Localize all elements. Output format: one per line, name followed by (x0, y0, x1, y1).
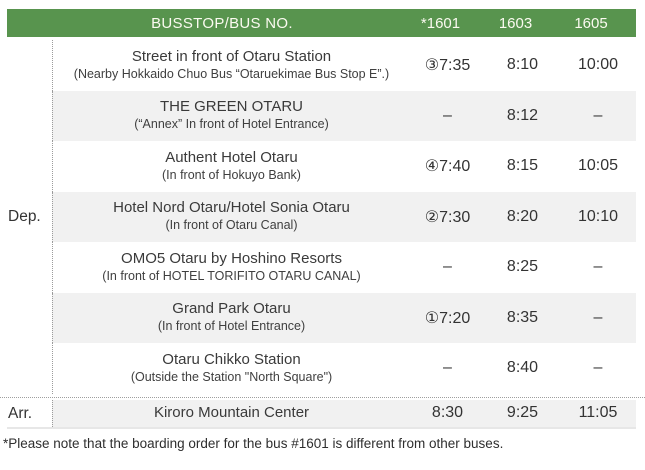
time-bus-1601: – (443, 359, 452, 377)
stop-name: OMO5 Otaru by Hoshino Resorts (121, 249, 342, 267)
table-row-otaru-chikko (7, 343, 636, 394)
arrival-separator-line (0, 397, 645, 398)
time-bus-1601: – (443, 258, 452, 276)
time-bus-1605: 10:10 (560, 192, 636, 243)
time-bus-1605: – (593, 359, 603, 377)
row-label-spacer (7, 293, 52, 344)
header-col-bus-1601: *1601 (420, 14, 461, 32)
row-label-spacer (7, 40, 52, 91)
time-bus-1601: ①7:20 (410, 293, 485, 344)
time-bus-1603: 8:10 (506, 56, 539, 74)
row-label-spacer (7, 242, 52, 293)
table-row-otaru-station (7, 40, 636, 91)
time-bus-1603: 9:25 (485, 400, 560, 427)
table-row-hotel-nord-sonia (7, 192, 636, 243)
stop-name: Hotel Nord Otaru/Hotel Sonia Otaru (113, 199, 350, 217)
time-bus-1601: 8:30 (410, 400, 485, 427)
stop-cell (52, 400, 410, 427)
stop-cell (52, 192, 410, 243)
table-row-green-otaru (7, 91, 636, 142)
stop-subtitle: (In front of Hotel Entrance) (157, 319, 306, 334)
table-row-omo5 (7, 242, 636, 293)
time-bus-1605: 10:05 (577, 157, 619, 175)
table-row-authent-hotel (7, 141, 636, 192)
stop-cell (52, 242, 410, 293)
stop-subtitle: (“Annex” In front of Hotel Entrance) (134, 117, 329, 132)
time-bus-1601: ②7:30 (410, 192, 485, 243)
departure-section (7, 40, 636, 394)
stop-cell (52, 343, 410, 394)
arr-label: Arr. (8, 405, 33, 422)
footnote-text: *Please note that the boarding order for the bus #1601 is different from other buses. (3, 435, 504, 451)
stop-subtitle: (In front of HOTEL TORIFITO OTARU CANAL) (102, 268, 361, 283)
table-row-grand-park (7, 293, 636, 344)
time-bus-1603: 8:12 (485, 91, 560, 142)
bus-timetable-page (0, 9, 645, 470)
row-label-spacer (7, 141, 52, 192)
table-header-row (7, 9, 636, 37)
stop-subtitle: (In front of Hokuyo Bank) (162, 167, 301, 182)
stop-subtitle: (In front of Otaru Canal) (165, 218, 298, 233)
stop-cell (52, 293, 410, 344)
header-col-bus-1603: 1603 (498, 14, 533, 32)
time-bus-1601: ③7:35 (424, 57, 471, 75)
stop-name: Kiroro Mountain Center (153, 404, 310, 421)
stop-name: Street in front of Otaru Station (131, 47, 332, 65)
stop-subtitle: (Nearby Hokkaido Chuo Bus “Otaruekimae Bus Stop E”.) (73, 66, 390, 81)
time-bus-1603: 8:40 (506, 359, 539, 377)
row-label-spacer (7, 91, 52, 142)
time-bus-1603: 8:20 (485, 192, 560, 243)
time-bus-1603: 8:35 (485, 293, 560, 344)
stop-name: THE GREEN OTARU (159, 98, 304, 116)
time-bus-1601: ④7:40 (424, 158, 471, 176)
time-bus-1605: 11:05 (560, 400, 636, 427)
stop-cell (52, 141, 410, 192)
stop-cell (52, 91, 410, 142)
timetable (7, 9, 636, 429)
time-bus-1605: – (560, 293, 636, 344)
time-bus-1605: 10:00 (577, 56, 619, 74)
time-bus-1605: – (560, 91, 636, 142)
header-busstop-title: BUSSTOP/BUS NO. (151, 14, 293, 32)
time-bus-1603: 8:25 (506, 258, 539, 276)
stop-name: Otaru Chikko Station (162, 350, 301, 368)
arrival-section (7, 400, 636, 429)
time-bus-1605: – (593, 258, 603, 276)
stop-name: Authent Hotel Otaru (165, 148, 298, 166)
header-col-bus-1605: 1605 (574, 14, 608, 32)
time-bus-1603: 8:15 (506, 157, 539, 175)
stop-subtitle: (Outside the Station "North Square") (130, 369, 333, 384)
stop-cell (52, 40, 410, 91)
stop-name: Grand Park Otaru (172, 300, 291, 318)
dep-label: Dep. (8, 207, 41, 225)
row-label-spacer (7, 343, 52, 394)
time-bus-1601: – (410, 91, 485, 142)
table-row-kiroro (7, 400, 636, 429)
